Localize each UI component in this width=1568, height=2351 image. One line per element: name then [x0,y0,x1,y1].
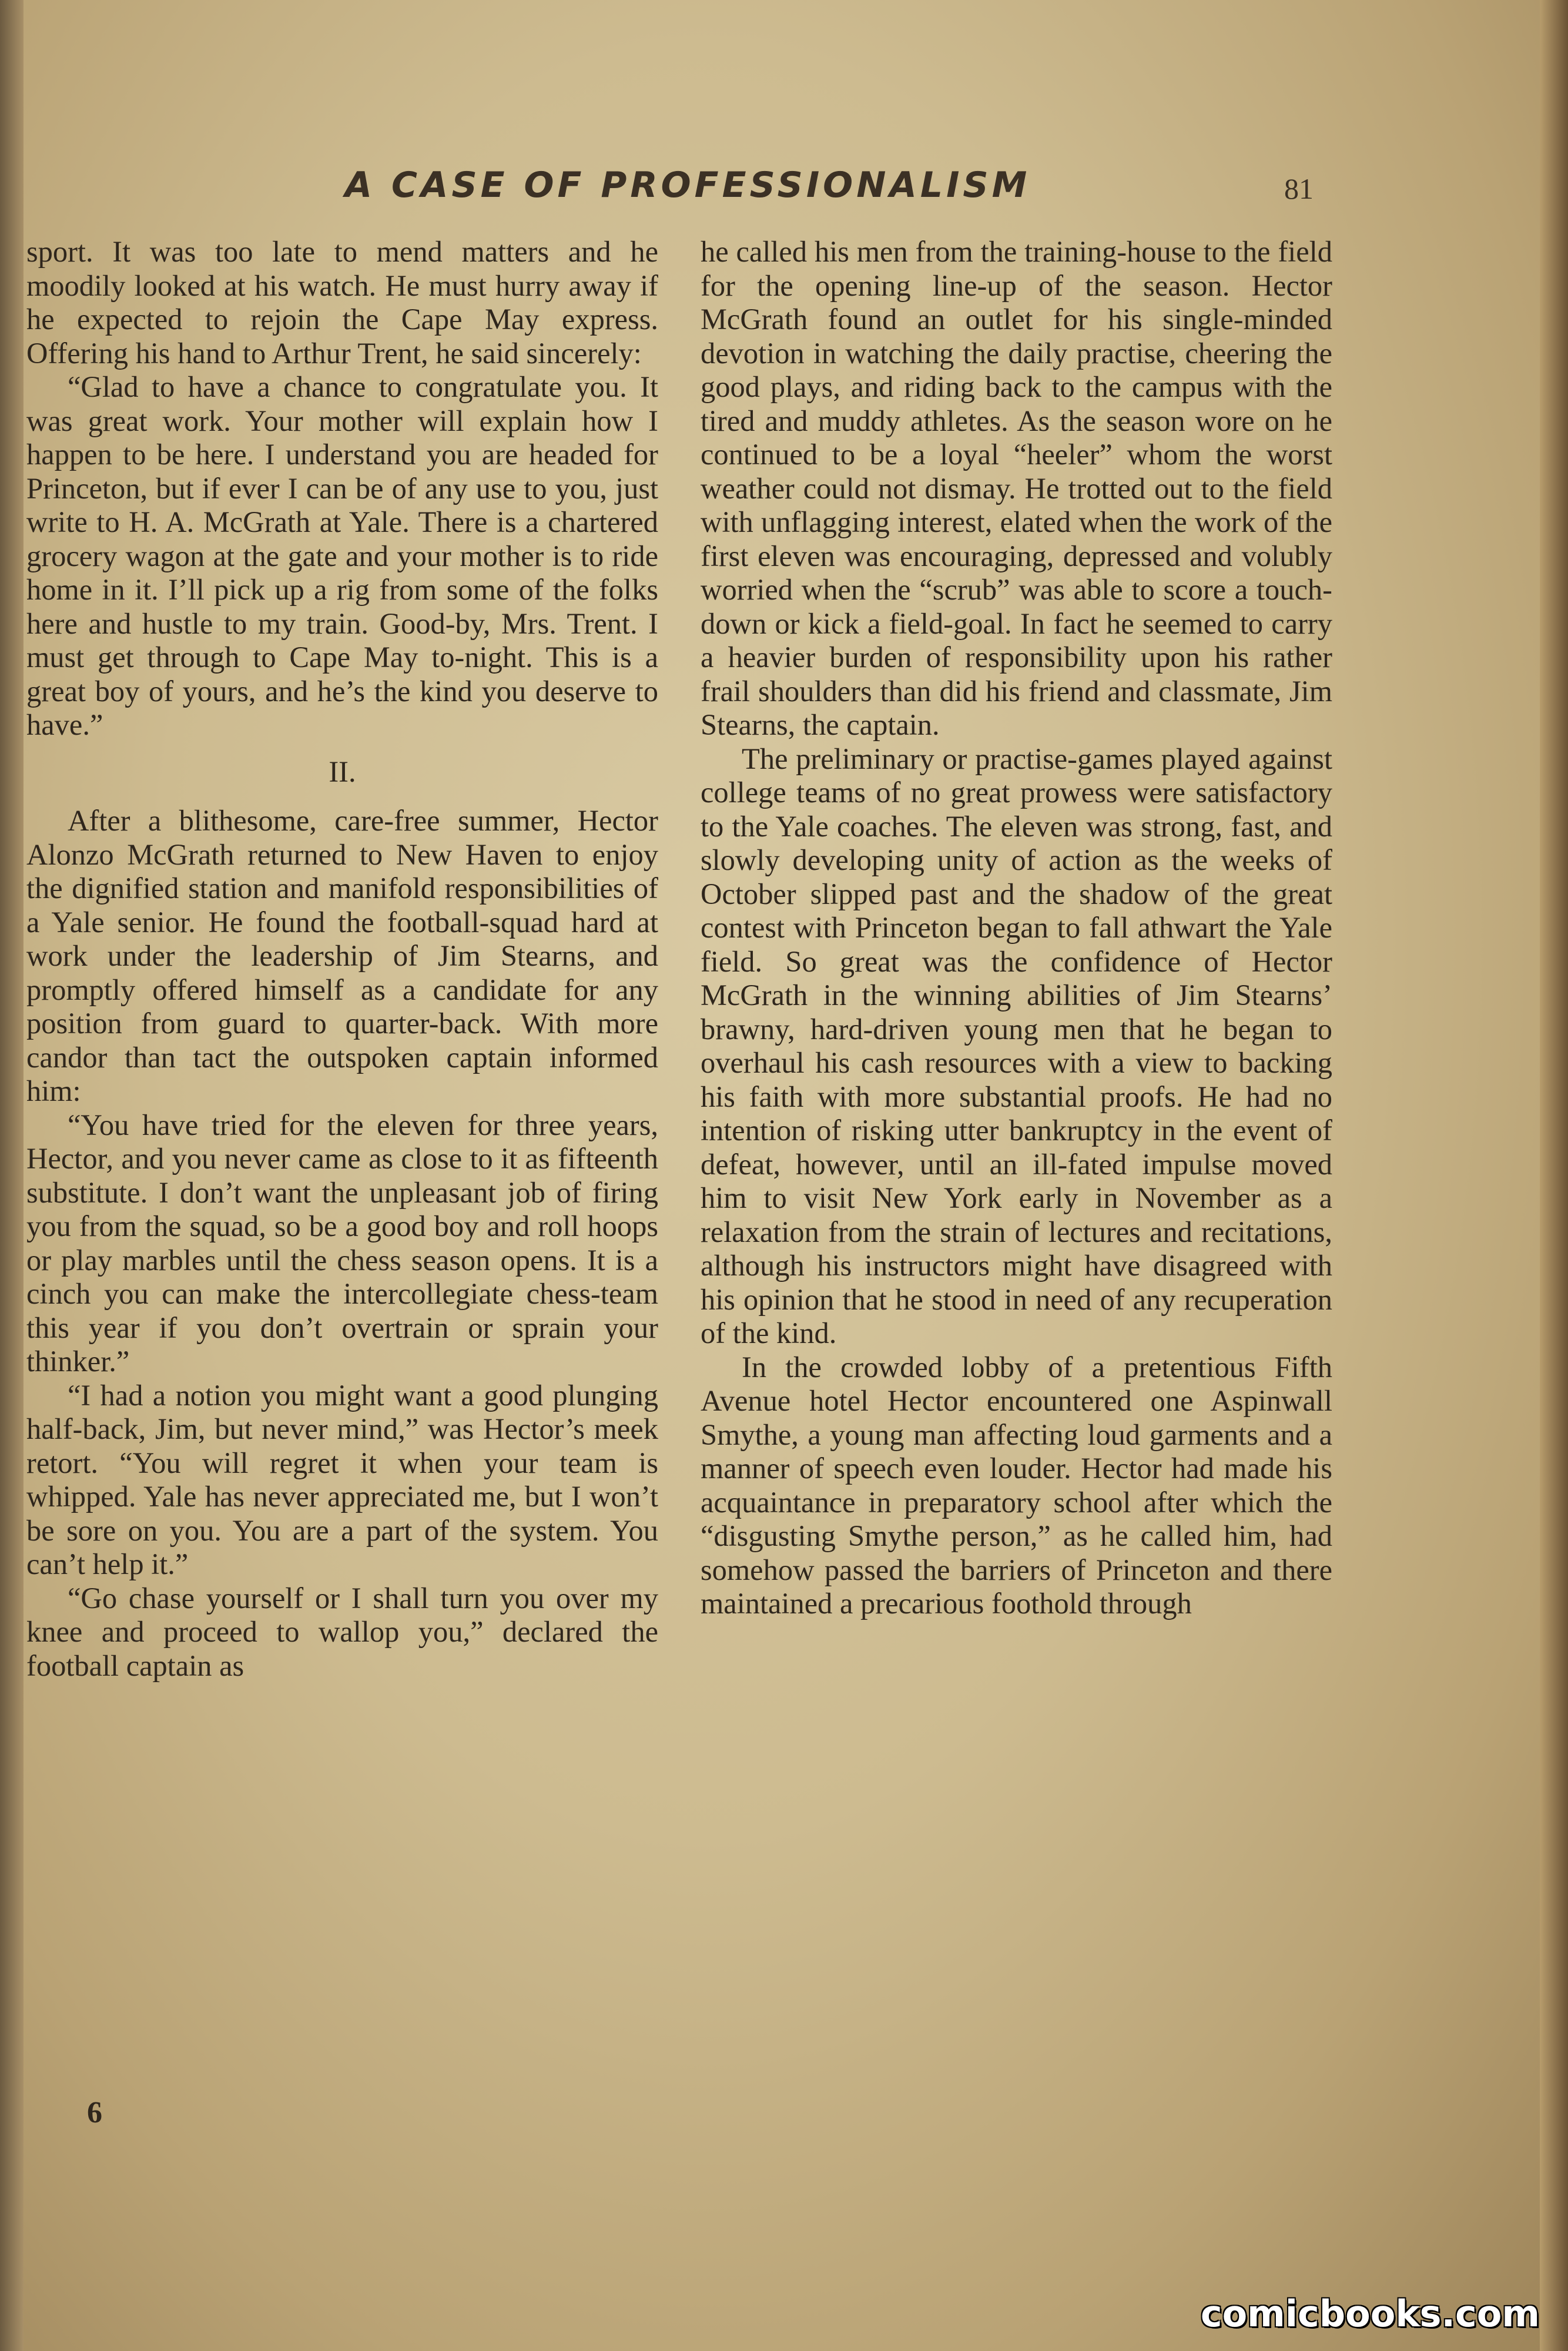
right-column [701,235,1332,1621]
paragraph: “Glad to have a chance to congratulate you. It was great work. Your mother will explain how I happen to be here. I understand you are headed for Princeton, but if ever I can be of any use to you, just write to H. A. McGrath at Yale. There is a chartered grocery wagon at the gate and your mother is to ride home in it. I’ll pick up a rig from some of the folks here and hustle to my train. Good-by, Mrs. Trent. I must get through to Cape May to-night. This is a great boy of yours, and he’s the kind you deserve to have.” [26,370,658,741]
paragraph: “You have tried for the eleven for three years, Hector, and you never came as close to it as fifteenth substitute. I don’t want the unpleasant job of firing you from the squad, so be a good boy and roll hoops or play marbles until the chess season opens. It is a cinch you can make the intercollegiate chess-team this year if you don’t overtrain or sprain your thinker.” [26,1108,658,1378]
page-edge [1540,0,1568,2351]
page-gutter [0,0,24,2351]
paragraph: “I had a notion you might want a good plunging half-back, Jim, but never mind,” was Hector’s meek retort. “You will regret it when your team is whipped. Yale has never appreciated me, but I won’t be sore on you. You are a part of the system. You can’t help it.” [26,1378,658,1580]
paragraph: The preliminary or practise-games played against college teams of no great prowess were satisfactory to the Yale coaches. The eleven was strong, fast, and slowly developing unity of action as the weeks of October slipped past and the shadow of the great contest with Princeton began to fall athwart the Yale field. So great was the confidence of Hector McGrath in the winning abilities of Jim Stearns’ brawny, hard-driven young men that he began to overhaul his cash resources with a view to backing his faith with more substantial proofs. He had no intention of risking utter bankruptcy in the event of defeat, however, until an ill-fated impulse moved him to visit New York early in November as a relaxation from the strain of lectures and recitations, although his instructors might have disagreed with his opinion that he stood in need of any recuperation of the kind. [701,742,1332,1349]
paragraph: sport. It was too late to mend matters and he moodily looked at his watch. He must hurry away if he expected to rejoin the Cape May express. Offering his hand to Arthur Trent, he said sincerely: [26,235,658,370]
paragraph: After a blithesome, care-free summer, Hector Alonzo McGrath returned to New Haven to enjoy the dignified station and manifold responsibilities of a Yale senior. He found the football-squad hard at work under the leadership of Jim Stearns, and promptly offered himself as a candidate for any position from guard to quarter-back. With more candor than tact the outspoken captain informed him: [26,804,658,1107]
paragraph: “Go chase yourself or I shall turn you over my knee and proceed to wallop you,” declared the football captain as [26,1581,658,1682]
running-head: A CASE OF PROFESSIONALISM [344,165,1031,206]
watermark: comicbooks.com [1200,2292,1540,2335]
left-column [26,235,658,1683]
paragraph: he called his men from the training-house to the field for the opening line-up of the season. Hector McGrath found an outlet for his single-minded devotion in watching the daily practise, cheering the good plays, and riding back to the campus with the tired and muddy athletes. As the season wore on he continued to be a loyal “heeler” whom the worst weather could not dismay. He trotted out to the field with unflagging interest, elated when the work of the first eleven was encouraging, depressed and volubly worried when the “scrub” was able to score a touch-down or kick a field-goal. In fact he seemed to carry a heavier burden of responsibility upon his rather frail shoulders than did his friend and classmate, Jim Stearns, the captain. [701,235,1332,741]
section-number: II. [329,755,356,788]
page-number: 81 [1284,172,1314,205]
paragraph: In the crowded lobby of a pretentious Fifth Avenue hotel Hector encountered one Aspinwall Smythe, a young man affecting loud garments and a manner of speech even louder. Hector had made his acquaintance in preparatory school after which the “disgusting Smythe person,” as he called him, had somehow passed the barriers of Princeton and there maintained a precarious foothold through [701,1350,1332,1620]
signature-mark: 6 [87,2096,102,2129]
